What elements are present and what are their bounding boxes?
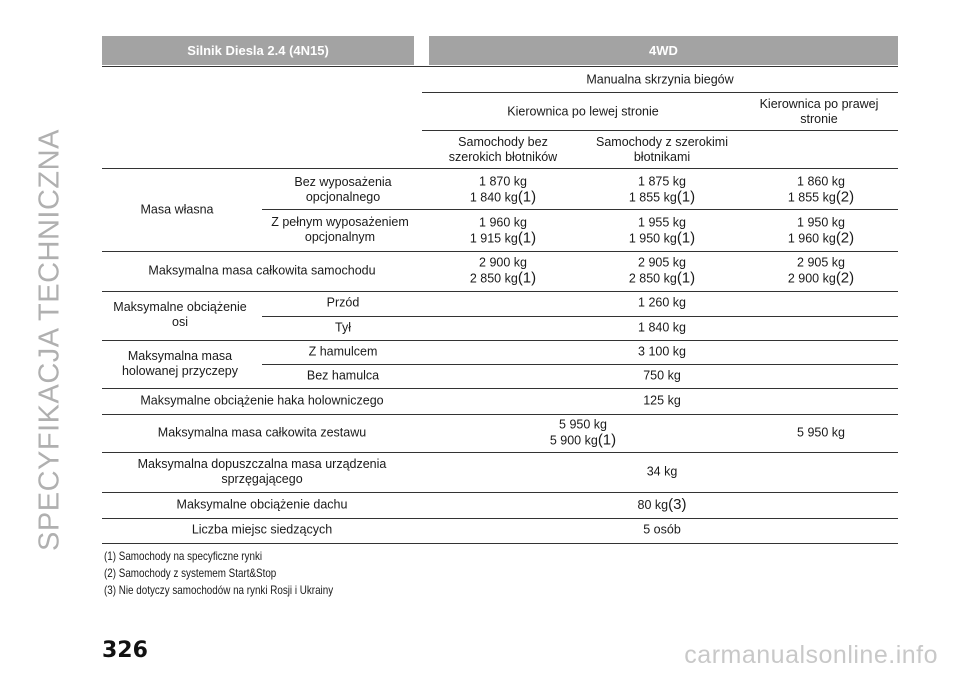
rule [102,251,898,252]
footnote-ref: (1) [676,229,696,247]
col-no-fenders-line2: szerokich błotników [448,150,558,164]
footnote-ref: (1) [676,188,696,206]
rule [102,388,898,389]
footnote-ref: (2) [835,269,855,287]
rule [102,340,898,341]
value-text: 1 840 kg [469,190,518,205]
value-text: 2 850 kg [469,271,518,286]
footnote: (1) Samochody na specyficzne rynki [104,549,263,563]
rule [102,414,898,415]
label-przyczepa-line1: Maksymalna masa [127,349,233,363]
value-line [629,190,695,206]
value-line: 2 905 kg [797,255,845,270]
rule [262,316,898,317]
col-rhd [760,97,879,127]
value-line: 1 955 kg [638,215,686,230]
value-line: 2 905 kg [638,255,686,270]
value-text: 1 915 kg [469,231,518,246]
value-cell [550,418,616,449]
value-line [629,231,695,247]
value-line: 1 960 kg [479,215,527,230]
label-obciazenie-osi-line1: Maksymalne obciążenie [113,300,247,314]
value-cell [629,216,695,247]
rule [102,291,898,292]
label-dach: Maksymalne obciążenie dachu [176,497,348,512]
label-sprzeg-line2: sprzęgającego [221,472,303,486]
col-rhd-line1: Kierownica po prawej [759,97,879,111]
value-cell [470,256,536,287]
value-cell [629,256,695,287]
label-zestaw: Maksymalna masa całkowita zestawu [157,425,367,440]
value-cell [788,256,854,287]
value-cell [629,175,695,206]
footnote-ref: (2) [835,188,855,206]
value-text: 1 855 kg [628,190,677,205]
footnote-ref: (1) [676,269,696,287]
col-no-fenders-line1: Samochody bez [458,135,548,149]
value-line [788,190,854,206]
value-text: 1 855 kg [787,190,836,205]
value-text: 1 950 kg [628,231,677,246]
value-line [629,271,695,287]
label-przyczepa-line2: holowanej przyczepy [121,364,239,378]
label-bez-wyposazenia-line2: opcjonalnego [305,190,381,204]
value-line: 1 860 kg [797,174,845,189]
label-masa-wlasna: Masa własna [140,202,214,217]
value-line: 1 870 kg [479,174,527,189]
rule [102,452,898,453]
footnote-ref: (1) [517,229,537,247]
watermark: carmanualsonline.info [684,641,938,669]
footnote-ref: (3) [668,496,687,513]
rule [262,364,898,365]
footnote-ref: (1) [517,188,537,206]
rule [102,492,898,493]
label-bez-hamulca: Bez hamulca [306,368,380,383]
value-line [470,190,536,206]
value-text: 80 kg [637,498,669,512]
value-line [550,433,616,449]
col-no-fenders [449,135,557,165]
value-z-hamulcem: 3 100 kg [638,344,686,359]
footnote: (3) Nie dotyczy samochodów na rynki Rosji i Ukrainy [104,583,334,597]
label-max-masa: Maksymalna masa całkowita samochodu [148,263,376,278]
label-bez-wyposazenia-line1: Bez wyposażenia [294,175,392,189]
label-bez-wyposazenia [294,175,391,205]
value-line [788,271,854,287]
value-line: 2 900 kg [479,255,527,270]
label-przod: Przód [326,295,360,310]
label-miejsca: Liczba miejsc siedzących [191,522,333,537]
value-line [470,231,536,247]
section-side-title: SPECYFIKACJA TECHNICZNA [33,129,66,551]
value-cell [470,175,536,206]
footnote: (2) Samochody z systemem Start&Stop [104,566,277,580]
value-dach [638,497,687,513]
label-pelne-wyposazenie [271,215,409,245]
value-cell [788,216,854,247]
value-line: 1 875 kg [638,174,686,189]
rule [422,92,898,93]
value-text: 2 850 kg [628,271,677,286]
rule [102,66,898,67]
value-line [788,231,854,247]
col-lhd: Kierownica po lewej stronie [507,104,659,119]
label-z-hamulcem: Z hamulcem [308,344,378,359]
col-rhd-line2: stronie [800,112,838,126]
value-line: 1 950 kg [797,215,845,230]
page-number: 326 [102,638,148,663]
label-obciazenie-osi [113,300,246,330]
header-engine: Silnik Diesla 2.4 (4N15) [102,36,414,65]
rule [262,209,898,210]
value-hak: 125 kg [643,393,681,408]
rule [102,168,898,169]
value-text: 2 900 kg [787,271,836,286]
footnote-ref: (1) [517,269,537,287]
label-obciazenie-osi-line2: osi [172,315,188,329]
value-cell [470,216,536,247]
value-text: 5 900 kg [549,433,598,448]
rule [102,518,898,519]
label-tyl: Tył [335,320,351,335]
value-line [470,271,536,287]
col-fenders-line2: błotnikami [633,150,691,164]
value-tyl: 1 840 kg [638,320,686,335]
value-miejsca: 5 osób [643,522,681,537]
label-sprzeg-line1: Maksymalna dopuszczalna masa urządzenia [137,457,387,471]
col-fenders-line1: Samochody z szerokimi [596,135,728,149]
label-hak: Maksymalne obciążenie haka holowniczego [140,393,384,408]
value-przod: 1 260 kg [638,295,686,310]
footnotes [104,548,383,599]
header-drive: 4WD [429,36,898,65]
rule [102,543,898,544]
value-cell [788,175,854,206]
col-transmission: Manualna skrzynia biegów [586,72,734,87]
value-line: 5 950 kg [559,417,607,432]
value-sprzeg: 34 kg [646,464,678,479]
value-zestaw-rhd: 5 950 kg [797,425,845,440]
value-text: 1 960 kg [787,231,836,246]
rule [422,130,898,131]
col-fenders [596,135,728,165]
label-przyczepa [122,349,238,379]
label-pelne-wyposazenie-line2: opcjonalnym [304,230,376,244]
footnote-ref: (1) [597,431,617,449]
value-bez-hamulca: 750 kg [643,368,681,383]
label-sprzeg [138,457,387,487]
label-pelne-wyposazenie-line1: Z pełnym wyposażeniem [271,215,409,229]
footnote-ref: (2) [835,229,855,247]
